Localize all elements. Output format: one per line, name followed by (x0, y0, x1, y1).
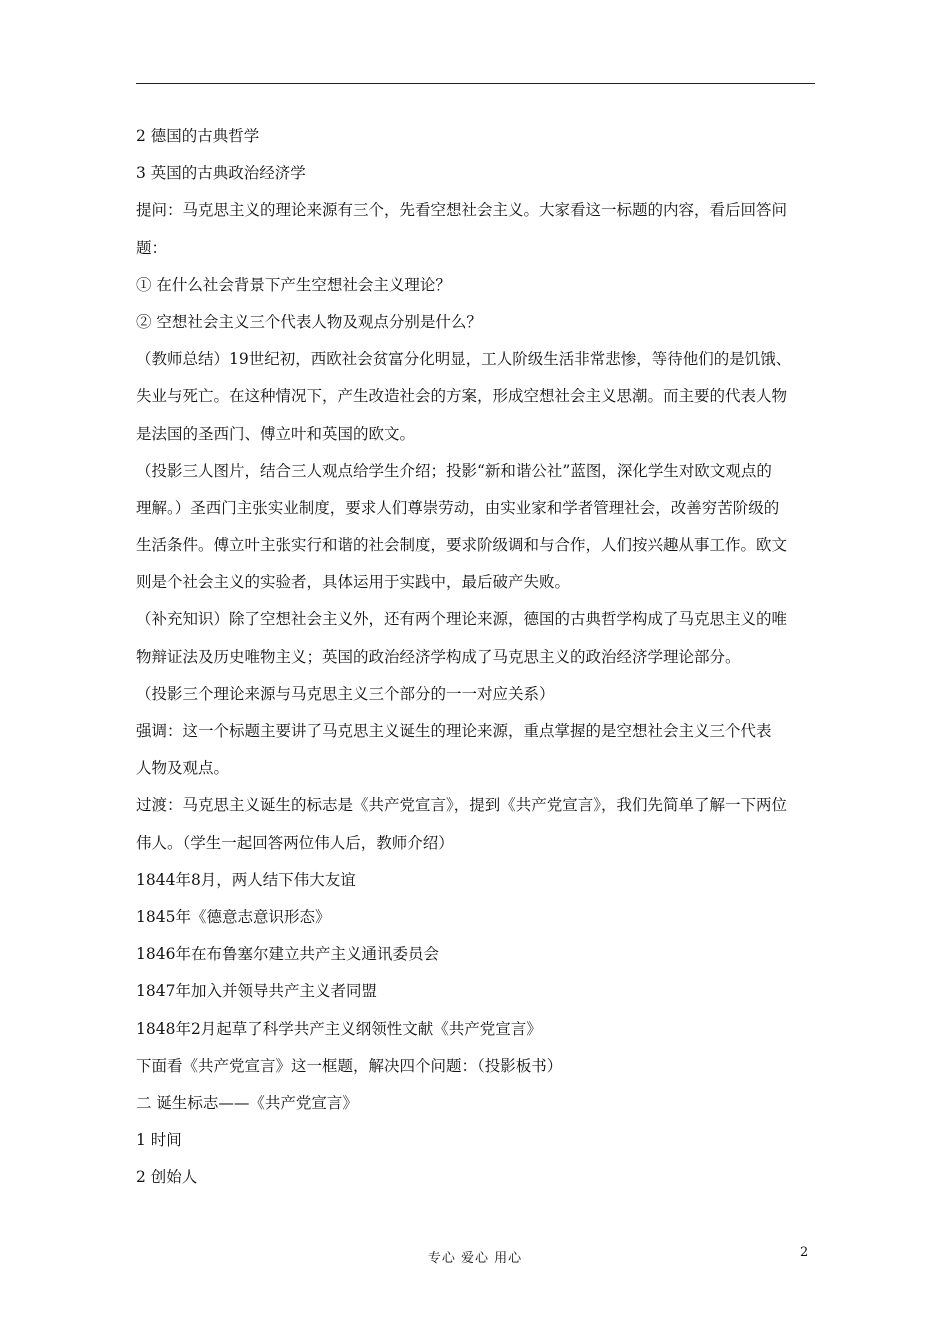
text-line: （补充知识）除了空想社会主义外，还有两个理论来源，德国的古典哲学构成了马克思主义的唯 (136, 610, 788, 629)
text-line: 1844年8月，两人结下伟大友谊 (136, 870, 356, 889)
text-line: 失业与死亡。在这种情况下，产生改造社会的方案，形成空想社会主义思潮。而主要的代表人物 (136, 387, 788, 406)
text-line: （投影三人图片，结合三人观点给学生介绍；投影“新和谐公社”蓝图，深化学生对欧文观点的 (136, 461, 772, 480)
text-line: 人物及观点。 (136, 759, 230, 778)
text-line: 理解。）圣西门主张实业制度，要求人们尊崇劳动，由实业家和学者管理社会，改善穷苦阶级的 (136, 498, 780, 517)
text-line: 1845年《德意志意识形态》 (136, 907, 331, 926)
text-line: 物辩证法及历史唯物主义；英国的政治经济学构成了马克思主义的政治经济学理论部分。 (136, 647, 741, 666)
text-line: 1847年加入并领导共产主义者同盟 (136, 982, 377, 1001)
text-line: 题： (136, 238, 168, 257)
text-line: 二 诞生标志——《共产党宣言》 (136, 1093, 358, 1112)
document-body (136, 118, 816, 1196)
text-line: 生活条件。傅立叶主张实行和谐的社会制度，要求阶级调和与合作，人们按兴趣从事工作。欧文 (136, 536, 788, 555)
text-line: 1848年2月起草了科学共产主义纲领性文献《共产党宣言》 (136, 1019, 542, 1038)
text-line: 2 德国的古典哲学 (136, 127, 260, 145)
text-line: 是法国的圣西门、傅立叶和英国的欧文。 (136, 424, 416, 443)
text-line: ① 在什么社会背景下产生空想社会主义理论？ (136, 275, 451, 294)
text-line: 过渡：马克思主义诞生的标志是《共产党宣言》，提到《共产党宣言》，我们先简单了解一下两位 (136, 796, 788, 815)
text-line: 3 英国的古典政治经济学 (136, 164, 306, 183)
text-line: ② 空想社会主义三个代表人物及观点分别是什么？ (136, 312, 482, 331)
text-line: 提问：马克思主义的理论来源有三个，先看空想社会主义。大家看这一标题的内容，看后回答问 (136, 201, 788, 220)
text-line: 2 创始人 (136, 1168, 198, 1187)
text-line: （教师总结）19世纪初，西欧社会贫富分化明显，工人阶级生活非常悲惨，等待他们的是饥饿、 (136, 350, 792, 369)
text-line: 下面看《共产党宣言》这一框题，解决四个问题：（投影板书） (136, 1056, 563, 1075)
text-line: 强调：这一个标题主要讲了马克思主义诞生的理论来源，重点掌握的是空想社会主义三个代表 (136, 722, 772, 740)
text-line: 1 时间 (136, 1131, 182, 1150)
header-rule (136, 83, 815, 84)
text-line: 1846年在布鲁塞尔建立共产主义通讯委员会 (136, 945, 439, 964)
page-number: 2 (800, 1245, 809, 1260)
footer-motto: 专心 爱心 用心 (427, 1251, 523, 1266)
text-line: （投影三个理论来源与马克思主义三个部分的一一对应关系） (136, 684, 555, 703)
text-line: 伟人。（学生一起回答两位伟人后，教师介绍） (136, 833, 454, 852)
text-line: 则是个社会主义的实验者，具体运用于实践中，最后破产失败。 (136, 573, 571, 592)
